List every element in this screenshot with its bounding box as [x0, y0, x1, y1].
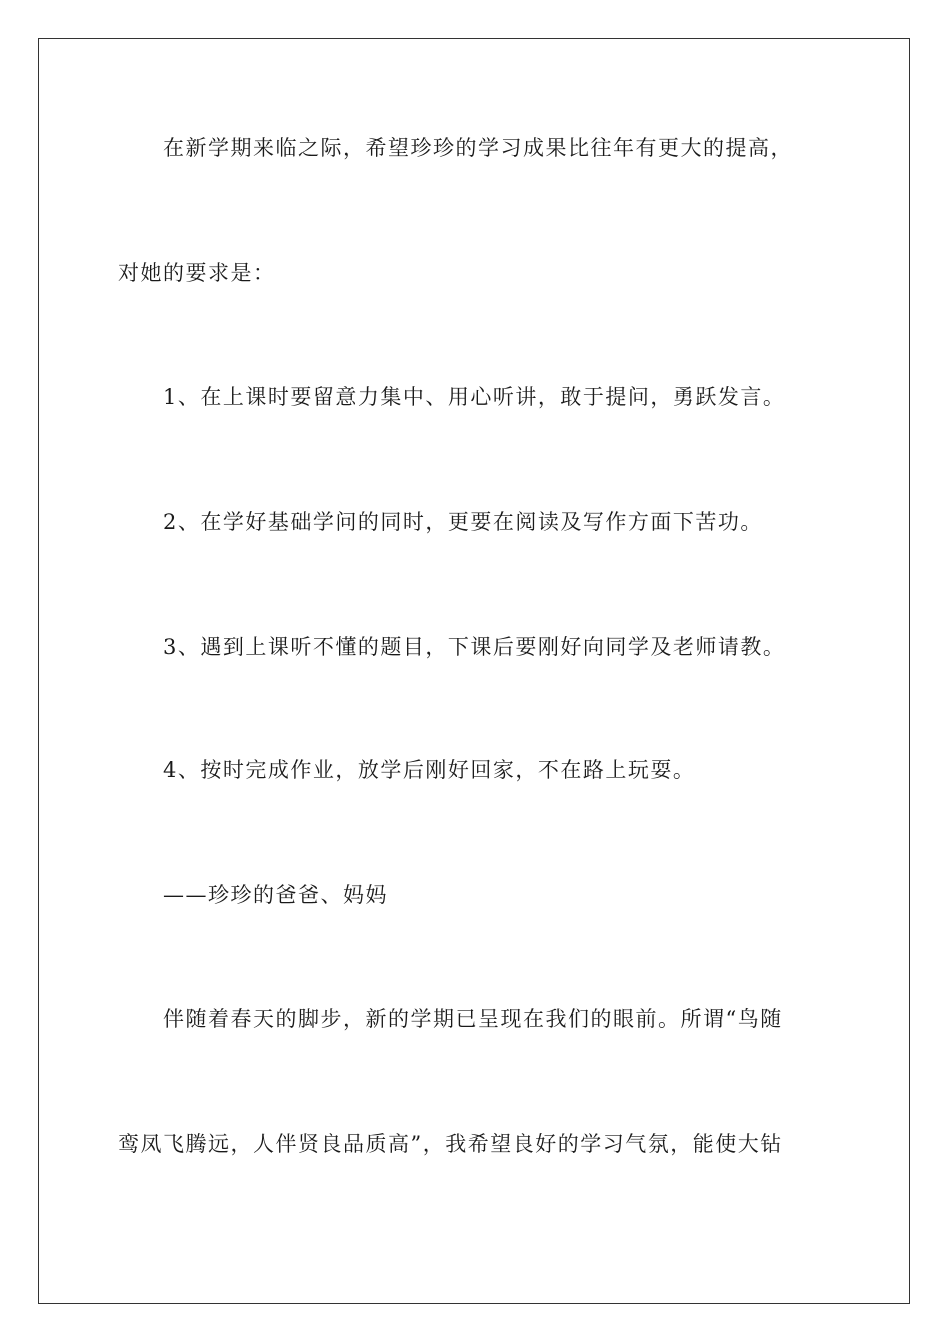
- page-frame: [38, 38, 910, 1304]
- text-line-2: 对她的要求是：: [118, 261, 276, 285]
- text-line-3: 1、在上课时要留意力集中、用心听讲，敢于提问，勇跃发言。: [163, 385, 786, 409]
- signature-line: ——珍珍的爸爸、妈妈: [163, 883, 388, 907]
- text-line-4: 2、在学好基础学问的同时，更要在阅读及写作方面下苦功。: [163, 510, 763, 534]
- text-line-9: 鸾凤飞腾远，人伴贤良品质高”，我希望良好的学习气氛，能使大钻: [118, 1132, 783, 1156]
- text-line-8: 伴随着春天的脚步，新的学期已呈现在我们的眼前。所谓“鸟随: [163, 1007, 783, 1031]
- text-line-5: 3、遇到上课听不懂的题目，下课后要刚好向同学及老师请教。: [163, 635, 786, 659]
- text-line-1: 在新学期来临之际，希望珍珍的学习成果比往年有更大的提高，: [163, 136, 793, 160]
- text-line-6: 4、按时完成作业，放学后刚好回家，不在路上玩耍。: [163, 758, 696, 782]
